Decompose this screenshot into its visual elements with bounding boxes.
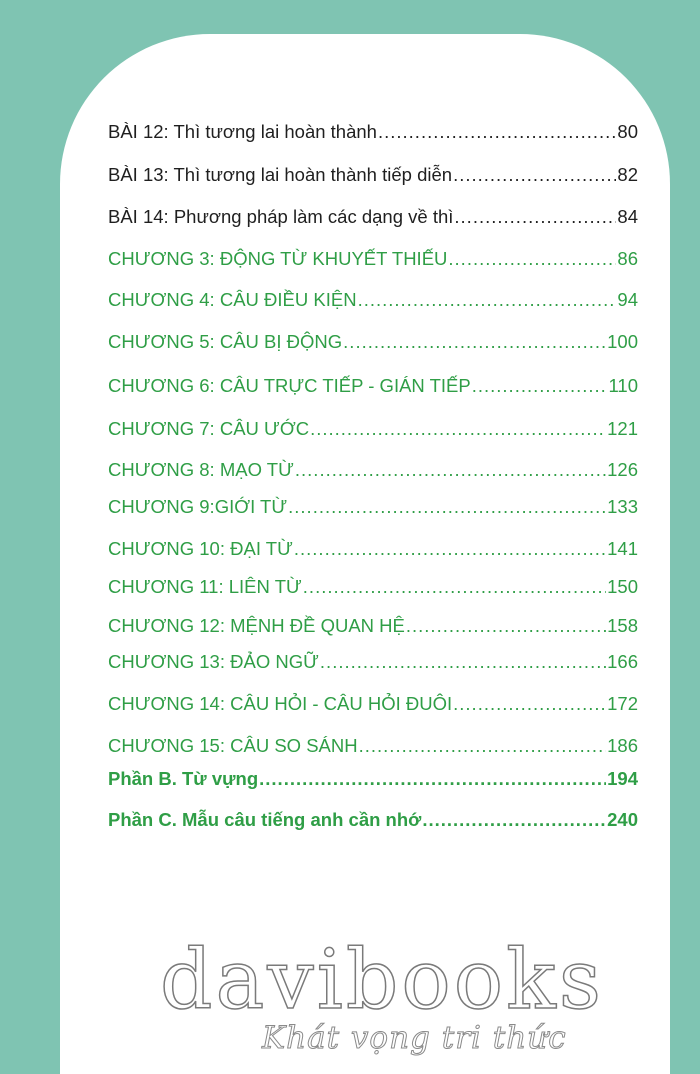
toc-entry-page: 158 [607,615,638,636]
toc-entry-label: BÀI 13: Thì tương lai hoàn thành tiếp diễn [108,164,453,185]
toc-entry-label: CHƯƠNG 15: CÂU SO SÁNH [108,735,358,756]
toc-entry-page: 150 [607,576,638,597]
toc-entry [108,650,638,674]
toc-entry-page: 133 [607,496,638,517]
toc-entry-label: CHƯƠNG 5: CÂU BỊ ĐỘNG [108,331,343,352]
toc-entry [108,120,638,144]
toc-entry [108,692,638,716]
toc-entry-page: 240 [607,809,638,830]
toc-entry-page: 100 [607,331,638,352]
toc-entry-label: CHƯƠNG 12: MỆNH ĐỀ QUAN HỆ [108,615,405,636]
dot-leader [453,163,616,187]
toc-entry-label: CHƯƠNG 14: CÂU HỎI - CÂU HỎI ĐUÔI [108,693,453,714]
toc-entry [108,417,638,441]
toc-entry-label: Phần B. Từ vựng [108,768,259,789]
dot-leader [303,575,606,599]
toc-entry [108,495,638,519]
toc-entry [108,288,638,312]
toc-entry-label: Phần C. Mẫu câu tiếng anh cần nhớ [108,809,422,830]
toc-entry-page: 82 [617,164,638,185]
toc-entry-label: CHƯƠNG 7: CÂU ƯỚC [108,418,310,439]
toc-entry-label: CHƯƠNG 11: LIÊN TỪ [108,576,302,597]
dot-leader [359,734,607,758]
toc-entry-page: 94 [617,289,638,310]
toc-entry-page: 194 [607,768,638,789]
toc-entry-page: 141 [607,538,638,559]
dot-leader [358,288,617,312]
dot-leader [294,537,606,561]
toc-entry-page: 80 [617,121,638,142]
dot-leader [295,458,606,482]
toc-entry [108,458,638,482]
toc-entry [108,808,638,832]
dot-leader [310,417,606,441]
toc-entry-page: 172 [607,693,638,714]
toc-entry-page: 126 [607,459,638,480]
toc-entry [108,575,638,599]
toc-entry-page: 86 [617,248,638,269]
toc-entry [108,247,638,271]
toc-entry [108,374,638,398]
toc-entry-page: 121 [607,418,638,439]
toc-entry-label: CHƯƠNG 10: ĐẠI TỪ [108,538,293,559]
toc-entry-label: CHƯƠNG 3: ĐỘNG TỪ KHUYẾT THIẾU [108,248,448,269]
toc-entry-label: BÀI 12: Thì tương lai hoàn thành [108,121,377,142]
dot-leader [453,692,606,716]
dot-leader [422,808,606,832]
toc-entry [108,205,638,229]
toc-entry [108,537,638,561]
toc-entry-label: CHƯƠNG 6: CÂU TRỰC TIẾP - GIÁN TIẾP [108,375,471,396]
dot-leader [320,650,606,674]
toc-entry-page: 166 [607,651,638,672]
toc-entry-label: CHƯƠNG 4: CÂU ĐIỀU KIỆN [108,289,357,310]
dot-leader [454,205,616,229]
toc-entry-label: CHƯƠNG 8: MẠO TỪ [108,459,294,480]
dot-leader [406,614,606,638]
toc-entry-label: CHƯƠNG 9:GIỚI TỪ [108,496,288,517]
publisher-tagline: Khát vọng tri thức [262,1020,567,1056]
toc-entry [108,614,638,638]
dot-leader [448,247,616,271]
dot-leader [472,374,608,398]
toc-entry [108,163,638,187]
publisher-watermark [0,930,700,1061]
toc-entry-page: 110 [608,375,638,396]
dot-leader [378,120,616,144]
toc-entry-label: CHƯƠNG 13: ĐẢO NGỮ [108,651,319,672]
publisher-logo: davibooks [160,933,604,1028]
toc-entry-label: BÀI 14: Phương pháp làm các dạng về thì [108,206,454,227]
dot-leader [288,495,606,519]
toc-entry [108,330,638,354]
dot-leader [259,767,606,791]
toc-entry [108,767,638,791]
toc-entry-page: 186 [607,735,638,756]
toc-entry-page: 84 [617,206,638,227]
dot-leader [343,330,606,354]
toc-entry [108,734,638,758]
